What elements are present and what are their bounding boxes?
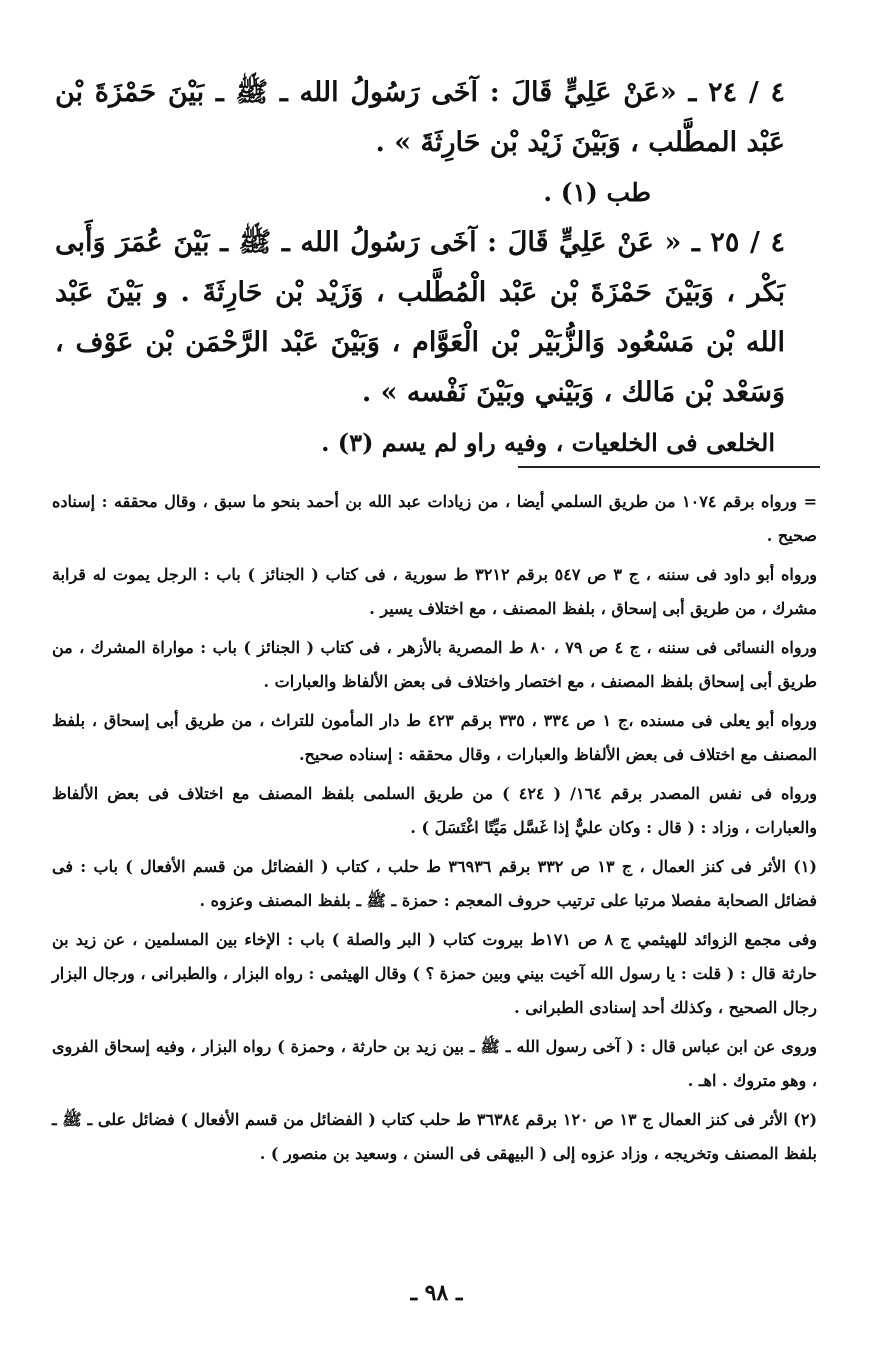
footnote-1: (١) الأثر فى كنز العمال ، ج ١٣ ص ٣٣٢ برقم ٣٦٩٣٦ ط حلب ، كتاب ( الفضائل من قسم الأفعال ) باب : فى فضائل الصحابة مفصلا مرتبا على ترتيب حروف المعجم : حمزة ـ ﷺ ـ بلفظ المصنف وعزوه .: [52, 857, 817, 910]
footnote-paragraph: = ورواه برقم ١٠٧٤ من طريق السلمي أيضا ، من زيادات عبد الله بن أحمد بنحو ما سبق ، وقال محققه : إسناده صحيح .: [52, 492, 818, 545]
footnotes: [52, 485, 817, 1176]
footnote-2: (٢) الأثر فى كنز العمال ج ١٣ ص ١٢٠ برقم ٣٦٣٨٤ ط حلب كتاب ( الفضائل من قسم الأفعال ) فضائل على ـ ﷺ ـ بلفظ المصنف وتخريجه ، وزاد عزوه إلى ( البيهقى فى السنن ، وسعيد بن منصور ) .: [52, 1110, 818, 1163]
footnote-paragraph: وروى عن ابن عباس قال : ( آخى رسول الله ـ ﷺ ـ بين زيد بن حارثة ، وحمزة ) رواه البزار ، وفيه إسحاق الفروى ، وهو متروك . اهـ .: [52, 1037, 818, 1090]
footnote-paragraph: وفى مجمع الزوائد للهيثمي ج ٨ ص ١٧١ط بيروت كتاب ( البر والصلة ) باب : الإخاء بين المسلمين ، عن زيد بن حارثة قال : ( قلت : يا رسول الله آخيت بيني وبين حمزة ؟ ) وقال الهيثمى : رواه البزار ، والطبرانى ، ورجال البزار رجال الصحيح ، وكذلك أحد إسنادى الطبرانى .: [52, 930, 818, 1017]
hadith-25: ٤ / ٢٥ ـ « عَنْ عَلِيٍّ قَالَ : آخَى رَسُولُ الله ـ ﷺ ـ بَيْنَ عُمَرَ وَأَبى بَكْر ، وَبَيْنَ حَمْزَةَ بْن عَبْد الْمُطَّلب ، وَزَيْد بْن حَارِثَةَ . و بَيْنَ عَبْد الله بْن مَسْعُود وَالزُّبَيْر بْن الْعَوَّام ، وَبَيْنَ عَبْد الرَّحْمَن بْن عَوْف ، وَسَعْد بْن مَالك ، وَبَيْني وبَيْنَ نَفْسه » .: [55, 227, 785, 408]
source-25: الخلعى فى الخلعيات ، وفيه راو لم يسم (٣) .: [321, 428, 775, 457]
footnote-paragraph: ورواه فى نفس المصدر برقم ١٦٤/ ( ٤٢٤ ) من طريق السلمى بلفظ المصنف مع اختلاف فى بعض الألفاظ والعبارات ، وزاد : ( قال : وكان عليٌّ إذا غَسَّل مَيِّتًا اغْتَسَلَ ) .: [52, 784, 818, 837]
main-text: [55, 68, 811, 468]
footnote-divider: [518, 466, 820, 468]
source-24: طب (١) .: [543, 178, 651, 207]
footnote-paragraph: ورواه النسائى فى سننه ، ج ٤ ص ٧٩ ، ٨٠ ط المصرية بالأزهر ، فى كتاب ( الجنائز ) باب : مواراة المشرك ، من طريق أبى إسحاق بلفظ المصنف ، مع اختصار واختلاف فى بعض الألفاظ والعبارات .: [52, 638, 818, 691]
footnote-paragraph: ورواه أبو داود فى سننه ، ج ٣ ص ٥٤٧ برقم ٣٢١٢ ط سورية ، فى كتاب ( الجنائز ) باب : الرجل يموت له قرابة مشرك ، من طريق أبى إسحاق ، بلفظ المصنف ، مع اختلاف يسير .: [52, 565, 818, 618]
footnote-paragraph: ورواه أبو يعلى فى مسنده ،ج ١ ص ٣٣٤ ، ٣٣٥ برقم ٤٢٣ ط دار المأمون للتراث ، من طريق أبى إسحاق ، بلفظ المصنف مع اختلاف فى بعض الألفاظ والعبارات ، وقال محققه : إسناده صحيح.: [52, 711, 818, 764]
page-number: ـ ٩٨ ـ: [410, 1280, 463, 1306]
hadith-24: ٤ / ٢٤ ـ «عَنْ عَلِيٍّ قَالَ : آخَى رَسُولُ الله ـ ﷺ ـ بَيْنَ حَمْزَةَ بْن عَبْد المطَّلب ، وَبَيْنَ زَيْد بْن حَارِثَةَ » .: [55, 77, 785, 158]
